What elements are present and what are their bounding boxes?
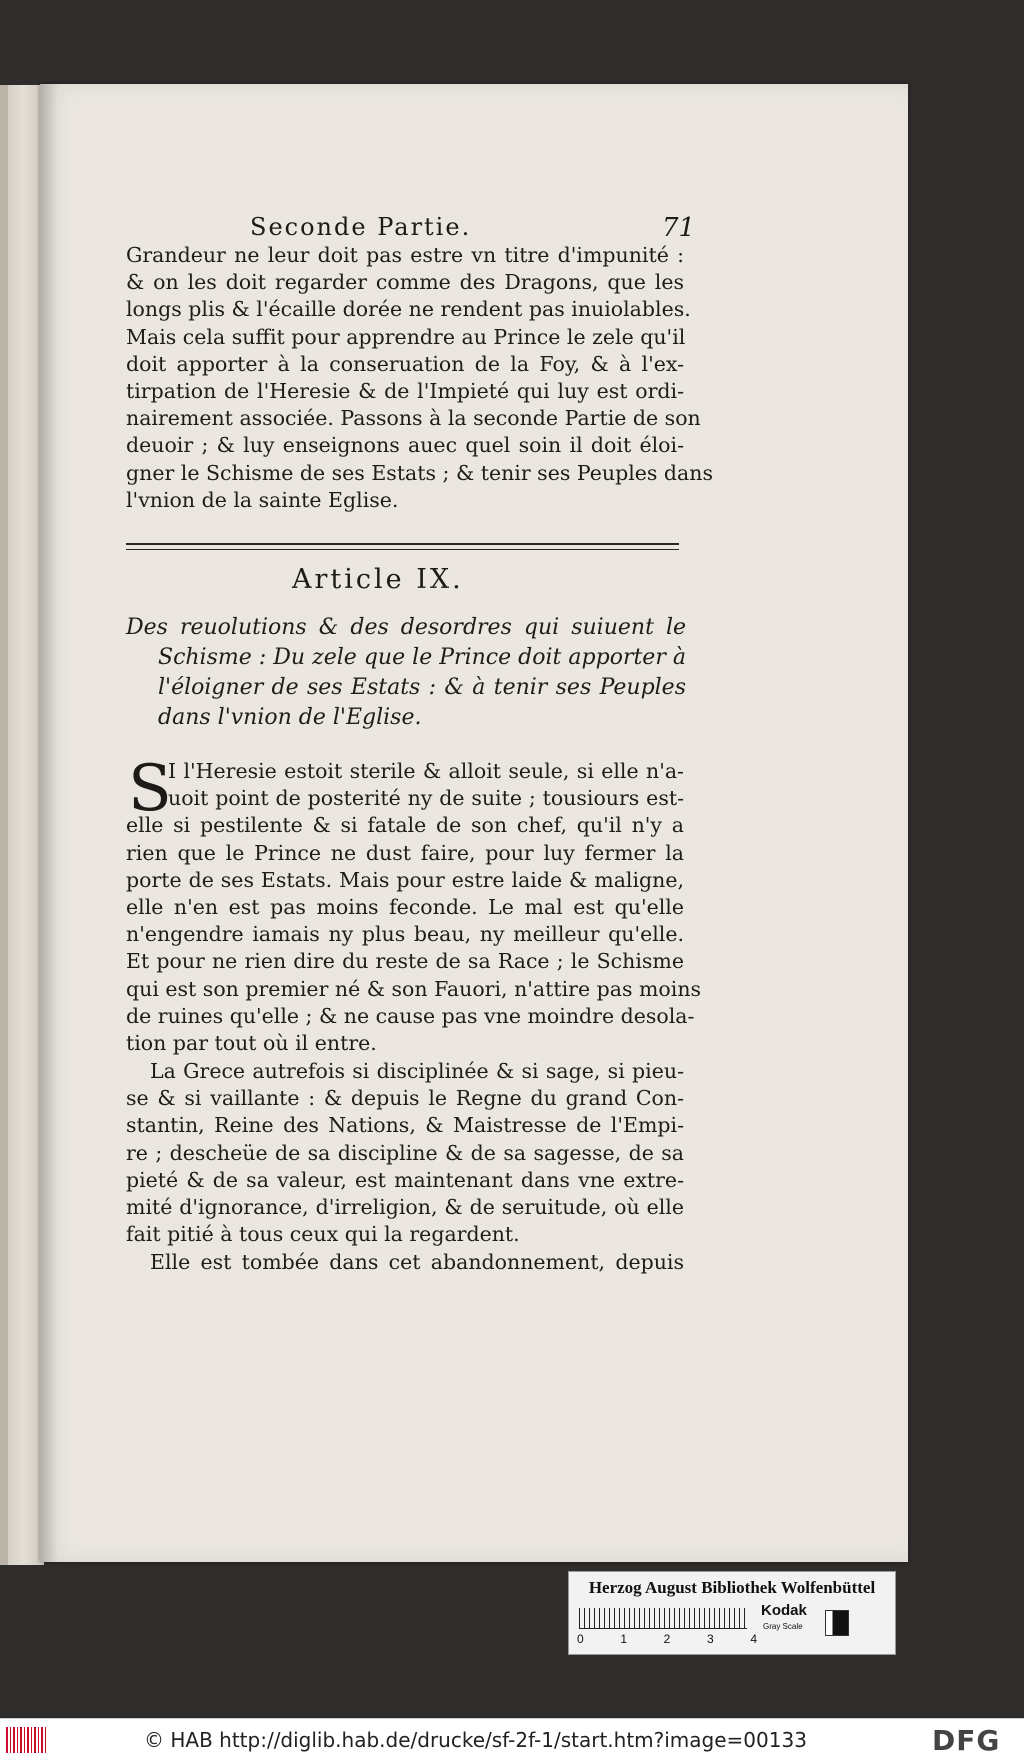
text-line: n'engendre iamais ny plus beau, ny meilleur qu'elle.	[126, 922, 684, 947]
text-line: rien que le Prince ne dust faire, pour luy fermer la	[126, 840, 684, 865]
text-line: Mais cela suffit pour apprendre au Prince le zele qu'il	[126, 324, 686, 349]
text-line: longs plis & l'écaille dorée ne rendent pas inuiolables.	[126, 297, 691, 322]
text-line: nairement associée. Passons à la seconde Partie de son	[126, 406, 701, 431]
article-summary	[126, 613, 686, 733]
article-title: Article IX.	[292, 564, 464, 595]
ruler-scale	[579, 1608, 747, 1629]
text-line: de ruines qu'elle ; & ne cause pas vne moindre desola-	[126, 1003, 695, 1028]
text-line: doit apporter à la conseruation de la Foy, & à l'ex-	[126, 351, 684, 376]
text-line: pieté & de sa valeur, est maintenant dans vne extre-	[126, 1167, 684, 1192]
library-name: Herzog August Bibliothek Wolfenbüttel	[588, 1578, 876, 1597]
kodak-logo: Kodak	[761, 1602, 807, 1619]
ruler-number: 1	[620, 1632, 628, 1646]
text-line: I l'Heresie estoit sterile & alloit seule, si elle n'a-	[168, 759, 684, 783]
text-line: Des reuolutions & des desordres qui suiuent le	[126, 615, 686, 640]
ruler-number: 3	[706, 1632, 714, 1646]
text-line: gner le Schisme de ses Estats ; & tenir ses Peuples dans	[126, 460, 713, 485]
text-line: l'éloigner de ses Estats : & à tenir ses Peuples	[158, 675, 686, 700]
gray-patch	[825, 1610, 849, 1636]
section-rule	[126, 543, 679, 550]
text-line: uoit point de posterité ny de suite ; tousiours est-	[168, 786, 684, 811]
hab-barcode-icon	[6, 1727, 46, 1753]
text-line: se & si vaillante : & depuis le Regne du grand Con-	[126, 1086, 684, 1111]
text-line: qui est son premier né & son Fauori, n'attire pas moins	[126, 976, 702, 1001]
text-line: Grandeur ne leur doit pas estre vn titre d'impunité :	[126, 243, 684, 267]
running-head: Seconde Partie.	[250, 213, 472, 241]
ruler-number: 2	[663, 1632, 671, 1646]
text-line: dans l'vnion de l'Eglise.	[158, 705, 422, 730]
ruler-number: 0	[577, 1632, 584, 1646]
text-line: Schisme : Du zele que le Prince doit apporter à	[158, 645, 686, 670]
text-line: deuoir ; & luy enseignons auec quel soin il doit éloi-	[126, 433, 684, 458]
drop-cap: S	[128, 752, 172, 826]
text-line: elle n'en est pas moins feconde. Le mal est qu'elle	[126, 895, 684, 920]
paragraph-final	[126, 1249, 684, 1276]
text-line: tirpation de l'Heresie & de l'Impieté qui luy est ordi-	[126, 379, 684, 404]
paragraph-grece	[126, 1058, 684, 1248]
source-link[interactable]: © HAB http://diglib.hab.de/drucke/sf-2f-1/start.htm?image=00133	[144, 1728, 807, 1752]
text-line: tion par tout où il entre.	[126, 1031, 377, 1056]
text-line: l'vnion de la sainte Eglise.	[126, 487, 399, 512]
text-line: Elle est tombée dans cet abandonnement, depuis	[150, 1250, 684, 1274]
text-line: Et pour ne rien dire du reste de sa Race ; le Schisme	[126, 949, 684, 974]
dfg-logo: DFG	[932, 1724, 1001, 1757]
paragraph-continued	[126, 242, 713, 514]
text-line: & on les doit regarder comme des Dragons, que les	[126, 270, 684, 295]
facing-page-edge	[0, 85, 44, 1565]
text-line: porte de ses Estats. Mais pour estre laide & maligne,	[126, 867, 684, 892]
text-line: mité d'ignorance, d'irreligion, & de seruitude, où elle	[126, 1195, 684, 1220]
text-line: La Grece autrefois si disciplinée & si sage, si pieu-	[150, 1059, 684, 1083]
text-line: stantin, Reine des Nations, & Maistresse de l'Empi-	[126, 1113, 684, 1138]
text-line: re ; descheüe de sa discipline & de sa sagesse, de sa	[126, 1140, 684, 1165]
page-number: 71	[662, 213, 696, 243]
ruler-numbers	[577, 1632, 757, 1646]
footer-bar	[0, 1718, 1024, 1760]
paragraph-opening	[126, 752, 702, 1057]
gray-scale-label: Gray Scale	[763, 1622, 803, 1631]
text-line: elle si pestilente & si fatale de son chef, qu'il n'y a	[126, 813, 684, 838]
text-line: fait pitié à tous ceux qui la regardent.	[126, 1222, 520, 1247]
color-target-card	[568, 1571, 896, 1655]
ruler-number: 4	[750, 1632, 757, 1646]
page-gutter-shadow	[40, 84, 58, 1562]
